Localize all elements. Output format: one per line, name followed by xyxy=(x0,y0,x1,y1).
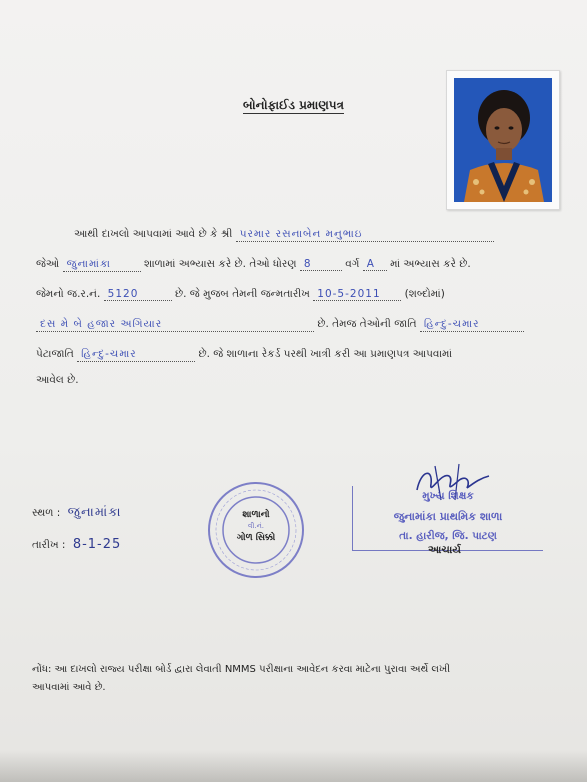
place-row xyxy=(32,505,126,520)
subcaste-field: હિન્દુ-ચમાર xyxy=(77,348,195,362)
line3-suffix: (શબ્દોમાં) xyxy=(404,288,445,300)
birthdate-words-field: દસ મે બે હજાર અગિયાર xyxy=(36,318,314,332)
line6-text: આવેલ છે. xyxy=(36,374,79,386)
gr-number-field: 5120 xyxy=(104,288,172,301)
date-row xyxy=(32,537,125,552)
seal-text-top: શાળાનો xyxy=(242,510,270,520)
certificate-line-6 xyxy=(36,374,79,387)
date-value: 8-1-25 xyxy=(72,537,122,552)
principal-stamp xyxy=(352,486,543,551)
certificate-title-text: બોનોફાઈડ પ્રમાણપત્ર xyxy=(243,98,344,112)
caste-field: હિન્દુ-ચમાર xyxy=(420,318,524,332)
line5-prefix: પેટાજાતિ xyxy=(36,348,74,360)
place-label: સ્થળ : xyxy=(32,507,61,519)
note-line-1: નોંધ: આ દાખલો રાજ્ય પરીક્ષા બોર્ડ દ્વારા લેવાતી NMMS પરીક્ષાના આવેદન કરવા માટેના પુરાવા અર્થે લખી xyxy=(32,664,451,675)
class-field: A xyxy=(363,258,387,271)
line2-mid2: વર્ગ xyxy=(345,258,360,270)
certificate-line-1 xyxy=(74,228,494,242)
date-label: તારીખ : xyxy=(32,539,66,551)
page-bottom-shadow xyxy=(0,750,587,782)
line1-prefix: આથી દાખલો આપવામાં આવે છે કે શ્રી xyxy=(74,228,233,240)
stamp-address: તા. હારીજ, જિ. પાટણ xyxy=(399,530,497,542)
student-photo xyxy=(454,78,552,202)
line2-prefix: જેઓ xyxy=(36,258,60,270)
student-name-field: પરમાર રસનાબેન મનુભાઇ xyxy=(236,228,494,242)
line5-suffix: છે. જે શાળાના રેકર્ડ પરથી ખાત્રી કરી આ પ્રમાણપત્ર આપવામાં xyxy=(198,348,453,360)
certificate-line-4 xyxy=(36,318,524,332)
certificate-line-2 xyxy=(36,258,471,272)
school-name-field: જુનામાંકા xyxy=(63,258,141,272)
line4-mid: છે. તેમજ તેઓની જાતિ xyxy=(317,318,417,330)
line2-suffix: માં અભ્યાસ કરે છે. xyxy=(390,258,471,270)
note-line-2: આપવામાં આવે છે. xyxy=(32,682,106,693)
school-round-seal xyxy=(206,480,306,580)
certificate-line-5 xyxy=(36,348,452,362)
certificate-line-3 xyxy=(36,288,445,301)
stamp-school-name: જુનામાંકા પ્રાથમિક શાળા xyxy=(393,510,503,523)
birthdate-field: 10-5-2011 xyxy=(313,288,401,301)
seal-text-mid: વી.નં. xyxy=(247,522,265,530)
seal-text-bottom: ગોળ સિક્કો xyxy=(236,533,276,543)
line3-mid: છે. જે મુજબ તેમની જન્મતારીખ xyxy=(175,288,310,300)
student-portrait-image xyxy=(454,78,552,202)
line2-mid: શાળામાં અભ્યાસ કરે છે. તેઓ ધોરણ xyxy=(143,258,297,270)
place-value: જુનામાંકા xyxy=(67,505,122,520)
principal-label: આચાર્ય xyxy=(428,544,461,556)
standard-field: 8 xyxy=(300,258,342,271)
student-photo-frame xyxy=(446,70,560,210)
stamp-title: મુખ્ય શિક્ષક xyxy=(422,490,474,502)
line3-prefix: જેમનો જ.ર.નં. xyxy=(36,288,101,300)
